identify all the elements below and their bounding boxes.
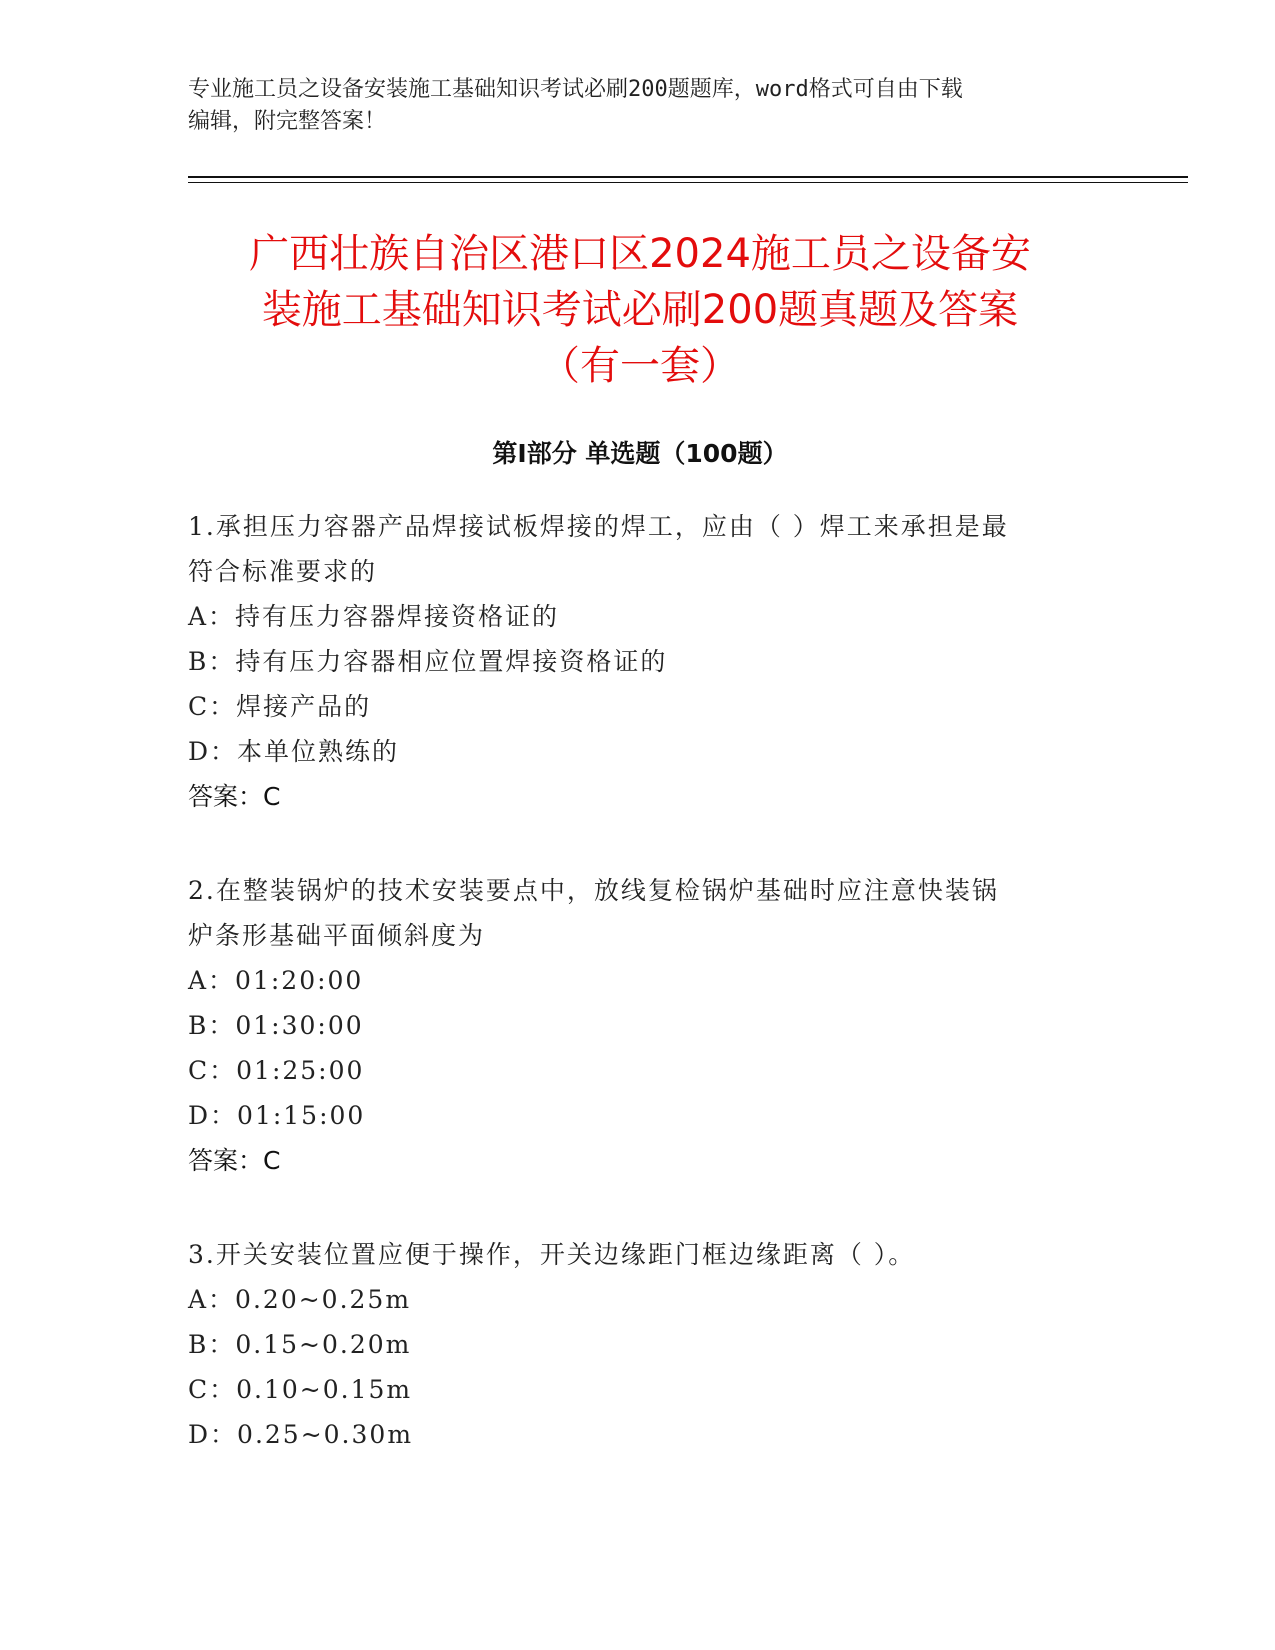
option-a: A：01:20:00: [188, 966, 364, 995]
header-divider-thin: [188, 182, 1188, 183]
question-stem-line-1: 3.开关安装位置应便于操作，开关边缘距门框边缘距离（ ）。: [188, 1240, 916, 1269]
option-b: B：持有压力容器相应位置焊接资格证的: [188, 647, 668, 676]
option-d: D：本单位熟练的: [188, 737, 400, 766]
question-3: [188, 1232, 1088, 1457]
header-divider-thick: [188, 176, 1188, 178]
question-1: [188, 504, 1088, 819]
answer: 答案：C: [188, 782, 281, 811]
option-a: A：持有压力容器焊接资格证的: [188, 602, 560, 631]
section-heading: 第Ⅰ部分 单选题（100题）: [492, 439, 788, 468]
question-stem-line-1: 2.在整装锅炉的技术安装要点中，放线复检锅炉基础时应注意快装锅: [188, 876, 999, 905]
question-stem-line-2: 炉条形基础平面倾斜度为: [188, 921, 486, 950]
option-d: D：0.25~0.30m: [188, 1420, 414, 1449]
option-d: D：01:15:00: [188, 1101, 366, 1130]
header-note: [188, 74, 1088, 138]
option-c: C：0.10~0.15m: [188, 1375, 413, 1404]
option-b: B：0.15~0.20m: [188, 1330, 412, 1359]
question-stem-line-1: 1.承担压力容器产品焊接试板焊接的焊工，应由（ ）焊工来承担是最: [188, 512, 1009, 541]
title-line-3: （有一套）: [540, 343, 740, 389]
answer: 答案：C: [188, 1146, 281, 1175]
title-line-2: 装施工基础知识考试必刷200题真题及答案: [261, 287, 1019, 333]
question-2: [188, 868, 1088, 1183]
question-stem-line-2: 符合标准要求的: [188, 557, 378, 586]
header-note-line-2: 编辑，附完整答案！: [188, 109, 387, 134]
title-line-1: 广西壮族自治区港口区2024施工员之设备安: [249, 231, 1031, 277]
option-b: B：01:30:00: [188, 1011, 364, 1040]
option-a: A：0.20~0.25m: [188, 1285, 412, 1314]
option-c: C：焊接产品的: [188, 692, 372, 721]
option-c: C：01:25:00: [188, 1056, 365, 1085]
header-note-line-1: 专业施工员之设备安装施工基础知识考试必刷200题题库，word格式可自由下载: [188, 77, 963, 102]
document-title: [140, 226, 1140, 394]
